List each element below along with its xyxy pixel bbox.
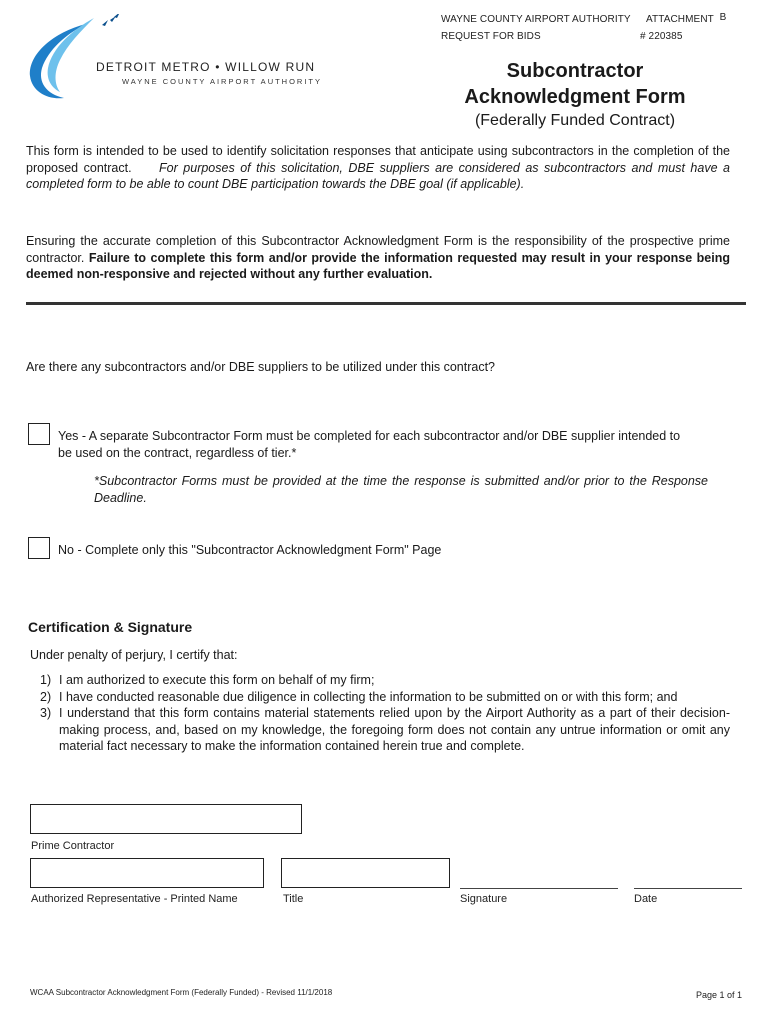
authorized-rep-label: Authorized Representative - Printed Name <box>31 893 238 905</box>
item-number: 1) <box>40 673 52 687</box>
title-line1: Subcontractor <box>506 60 644 82</box>
intro-p2-bold: Failure to complete this form and/or provide the information requested may result in your response being deemed non-responsive and rejected without any further evaluation. <box>26 250 730 281</box>
certification-item <box>40 689 730 706</box>
intro-p1-italic: For purposes of this solicitation, DBE suppliers are considered as subcontractors and must have a completed form to be able to count DBE participation towards the DBE goal (if applicable). <box>26 160 730 191</box>
signature-line[interactable] <box>460 878 618 889</box>
intro-p2-text: Ensuring the accurate completion of this Subcontractor Acknowledgment Form is the responsibility of the prospective prime contractor. <box>26 234 730 265</box>
certification-item <box>40 672 730 689</box>
footer-page-number: Page 1 of 1 <box>696 990 743 1000</box>
certification-item <box>40 705 730 755</box>
header-authority: WAYNE COUNTY AIRPORT AUTHORITY <box>441 14 631 25</box>
authorized-rep-input[interactable] <box>30 858 264 888</box>
yes-note-text: *Subcontractor Forms must be provided at the time the response is submitted and/or prior to the Response Deadline. <box>94 474 708 505</box>
prime-contractor-input[interactable] <box>30 804 302 834</box>
item-text: I understand that this form contains material statements relied upon by the Airport Authority as a part of their decision-making process, and, based on my knowledge, the foregoing form does not contain any untrue information or omit any material fact necessary to make the information contained herein true and complete. <box>59 706 730 753</box>
prime-contractor-label: Prime Contractor <box>31 840 115 852</box>
date-label: Date <box>634 893 658 905</box>
intro-paragraph-2 <box>26 233 730 283</box>
item-text: I am authorized to execute this form on behalf of my firm; <box>59 673 375 687</box>
title-line2: Acknowledgment Form <box>464 86 686 108</box>
attachment-label: ATTACHMENT <box>646 14 714 25</box>
item-text: I have conducted reasonable due diligence in collecting the information to be submitted on or with this form; and <box>59 689 678 704</box>
certification-list <box>40 672 730 755</box>
footer-revision: WCAA Subcontractor Acknowledgment Form (Federally Funded) - Revised 11/1/2018 <box>30 988 333 997</box>
item-number: 3) <box>40 706 52 720</box>
page-title <box>420 58 730 110</box>
no-checkbox[interactable] <box>28 537 50 559</box>
intro-paragraph-1 <box>26 143 730 193</box>
header-number: # 220385 <box>640 31 683 42</box>
certification-intro: Under penalty of perjury, I certify that: <box>30 648 238 662</box>
intro-p1-text: This form is intended to be used to identify solicitation responses that anticipate using subcontractors in the completion of the proposed contract. <box>26 144 730 175</box>
item-number: 2) <box>40 689 52 704</box>
subcontractor-question: Are there any subcontractors and/or DBE suppliers to be utilized under this contract? <box>26 360 496 374</box>
logo-subtitle: WAYNE COUNTY AIRPORT AUTHORITY <box>122 77 323 86</box>
date-line[interactable] <box>634 878 742 889</box>
title-input[interactable] <box>281 858 450 888</box>
attachment-letter: B <box>719 12 727 23</box>
title-label: Title <box>283 893 304 905</box>
logo <box>24 14 323 104</box>
yes-checkbox[interactable] <box>28 423 50 445</box>
signature-label: Signature <box>460 893 508 905</box>
certification-heading: Certification & Signature <box>28 619 193 635</box>
logo-name: DETROIT METRO • WILLOW RUN <box>96 60 316 74</box>
airport-logo-icon <box>24 14 119 102</box>
yes-option-note <box>94 473 708 506</box>
header-attachment <box>646 14 726 25</box>
yes-option-label: Yes - A separate Subcontractor Form must be completed for each subcontractor and/or DBE supplier intended to be used on the contract, regardless of tier.* <box>58 429 681 460</box>
no-option-label: No - Complete only this "Subcontractor Acknowledgment Form" Page <box>58 543 442 557</box>
page-subtitle: (Federally Funded Contract) <box>474 112 676 129</box>
section-divider <box>26 302 746 305</box>
header-rfb: REQUEST FOR BIDS <box>441 31 541 42</box>
